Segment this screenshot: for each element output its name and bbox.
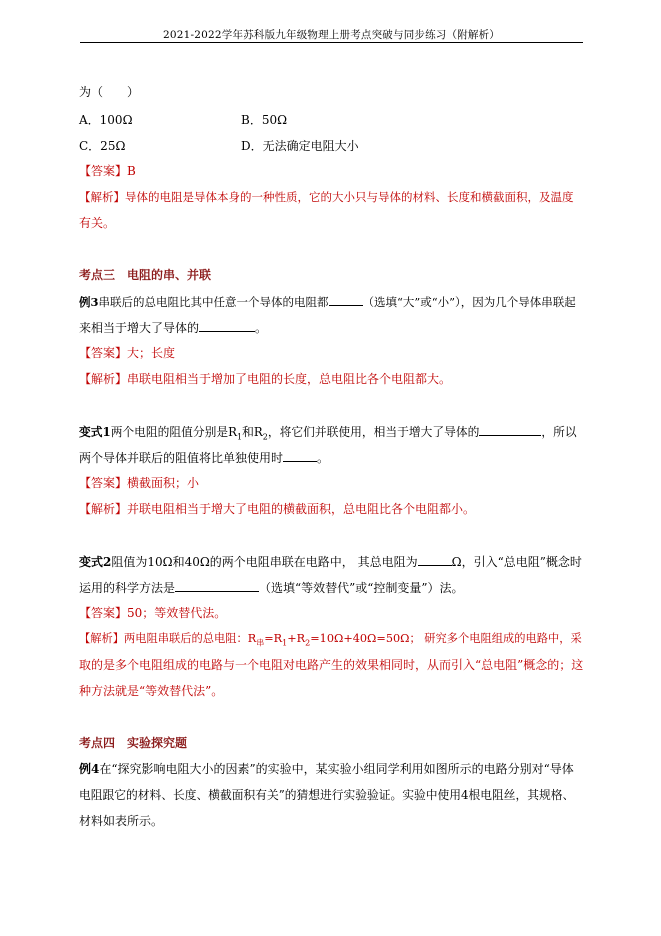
subscript: 1 xyxy=(282,638,288,648)
example-3-answer xyxy=(79,345,175,361)
answer-tag: 【答案】 xyxy=(79,164,128,178)
answer-tag: 【答案】 xyxy=(79,606,128,620)
example-4-line-3: 材料如表所示。 xyxy=(79,814,164,828)
option-b: B．50Ω xyxy=(241,113,288,127)
analysis-tag: 【解析】 xyxy=(79,372,128,386)
stem-text: 在“探究影响电阻大小的因素”的实验中，某实验小组同学利用如图所示的电路分别对“导体 xyxy=(99,762,574,776)
section-title-3: 考点三 电阻的串、并联 xyxy=(79,268,212,282)
stem-text: ，将它们并联使用，相当于增大了导体的 xyxy=(267,425,480,439)
analysis-tag: 【解析】 xyxy=(79,632,125,645)
options-row-2 xyxy=(79,138,583,154)
answer-blank xyxy=(479,423,541,436)
example-4-line-1 xyxy=(79,761,574,777)
stem-text: 两个电阻的阻值分别是R xyxy=(110,425,238,439)
example-3-line-1 xyxy=(79,293,576,310)
example-3-line-2 xyxy=(79,319,267,336)
stem-text: 和R xyxy=(242,425,263,439)
section-title-4: 考点四 实验探究题 xyxy=(79,736,188,750)
option-d: D．无法确定电阻大小 xyxy=(241,139,359,153)
stem-text: （选填“大”或“小”），因为几个导体串联起 xyxy=(362,295,576,309)
variant-1-line-2 xyxy=(79,449,329,466)
subscript: 1 xyxy=(237,432,243,442)
analysis-line-2: 有关。 xyxy=(79,216,116,230)
answer-value: 大；长度 xyxy=(127,346,176,360)
stem-text: Ω，引入“总电阻”概念时 xyxy=(451,555,582,569)
stem-text: 来相当于增大了导体的 xyxy=(79,321,200,335)
answer-blank xyxy=(175,579,259,592)
answer-value: 50；等效替代法。 xyxy=(127,606,227,620)
answer-tag: 【答案】 xyxy=(79,476,128,490)
variant-1-line-1 xyxy=(79,423,577,445)
stem-text: 。 xyxy=(317,451,330,465)
variant-2-answer xyxy=(79,605,226,621)
stem-text: 串联后的总电阻比其中任意一个导体的电阻都 xyxy=(98,295,329,309)
example-3-analysis xyxy=(79,371,451,387)
variant-2-line-1 xyxy=(79,553,582,570)
question-stem-tail: 为（ ） xyxy=(79,85,140,99)
stem-text: 。 xyxy=(255,321,268,335)
analysis-text: 串联电阻相当于增加了电阻的长度，总电阻比各个电阻都大。 xyxy=(127,372,452,386)
header-rule xyxy=(80,42,583,43)
option-a: A．100Ω xyxy=(79,113,133,127)
analysis-text: 两电阻串联后的总电阻：R xyxy=(124,632,257,645)
stem-text: 阻值为10Ω和40Ω的两个电阻串联在电路中， 其总电阻为 xyxy=(111,555,418,569)
option-c: C．25Ω xyxy=(79,139,126,153)
stem-text: 两个导体并联后的阻值将比单独使用时 xyxy=(79,451,284,465)
variant-label: 变式2 xyxy=(79,555,112,569)
answer-blank xyxy=(329,293,363,306)
stem-text: ，所以 xyxy=(541,425,577,439)
variant-label: 变式1 xyxy=(79,425,111,439)
example-4-line-2: 电阻跟它的材料、长度、横截面积有关”的猜想进行实验验证。实验中使用4根电阻丝，其规格、 xyxy=(79,788,575,802)
analysis-text: =R xyxy=(264,632,283,645)
stem-text: （选填“等效替代”或“控制变量”）法。 xyxy=(259,581,464,595)
subscript: 串 xyxy=(256,638,265,648)
subscript: 2 xyxy=(305,638,311,648)
analysis-tag: 【解析】 xyxy=(79,502,128,516)
analysis-text: =10Ω+40Ω=50Ω； 研究多个电阻组成的电路中，采 xyxy=(310,632,582,645)
answer-blank xyxy=(418,553,452,566)
analysis-line-1 xyxy=(79,189,574,205)
answer-blank xyxy=(283,449,317,462)
variant-2-analysis-1 xyxy=(79,631,582,651)
answer-value: 横截面积；小 xyxy=(127,476,200,490)
page-header: 2021-2022学年苏科版九年级物理上册考点突破与同步练习（附解析） xyxy=(163,29,500,41)
analysis-text: 导体的电阻是导体本身的一种性质，它的大小只与导体的材料、长度和横截面积，及温度 xyxy=(125,190,574,204)
variant-2-analysis-3: 种方法就是“等效替代法”。 xyxy=(79,684,224,698)
variant-2-analysis-2: 取的是多个电阻组成的电路与一个电阻对电路产生的效果相同时，从而引入“总电阻”概念的；这 xyxy=(79,658,584,672)
analysis-tag: 【解析】 xyxy=(79,190,125,204)
answer-tag: 【答案】 xyxy=(79,346,128,360)
answer-value: B xyxy=(127,164,136,178)
example-label: 例3 xyxy=(79,295,99,309)
variant-1-analysis xyxy=(79,501,475,517)
analysis-text: +R xyxy=(287,632,306,645)
variant-1-answer xyxy=(79,475,199,491)
variant-2-line-2 xyxy=(79,579,464,596)
example-label: 例4 xyxy=(79,762,100,776)
answer-blank xyxy=(199,319,255,332)
stem-text: 运用的科学方法是 xyxy=(79,581,176,595)
options-row-1 xyxy=(79,112,583,128)
analysis-text: 并联电阻相当于增大了电阻的横截面积，总电阻比各个电阻都小。 xyxy=(127,502,476,516)
subscript: 2 xyxy=(262,432,268,442)
answer-line xyxy=(79,163,136,179)
